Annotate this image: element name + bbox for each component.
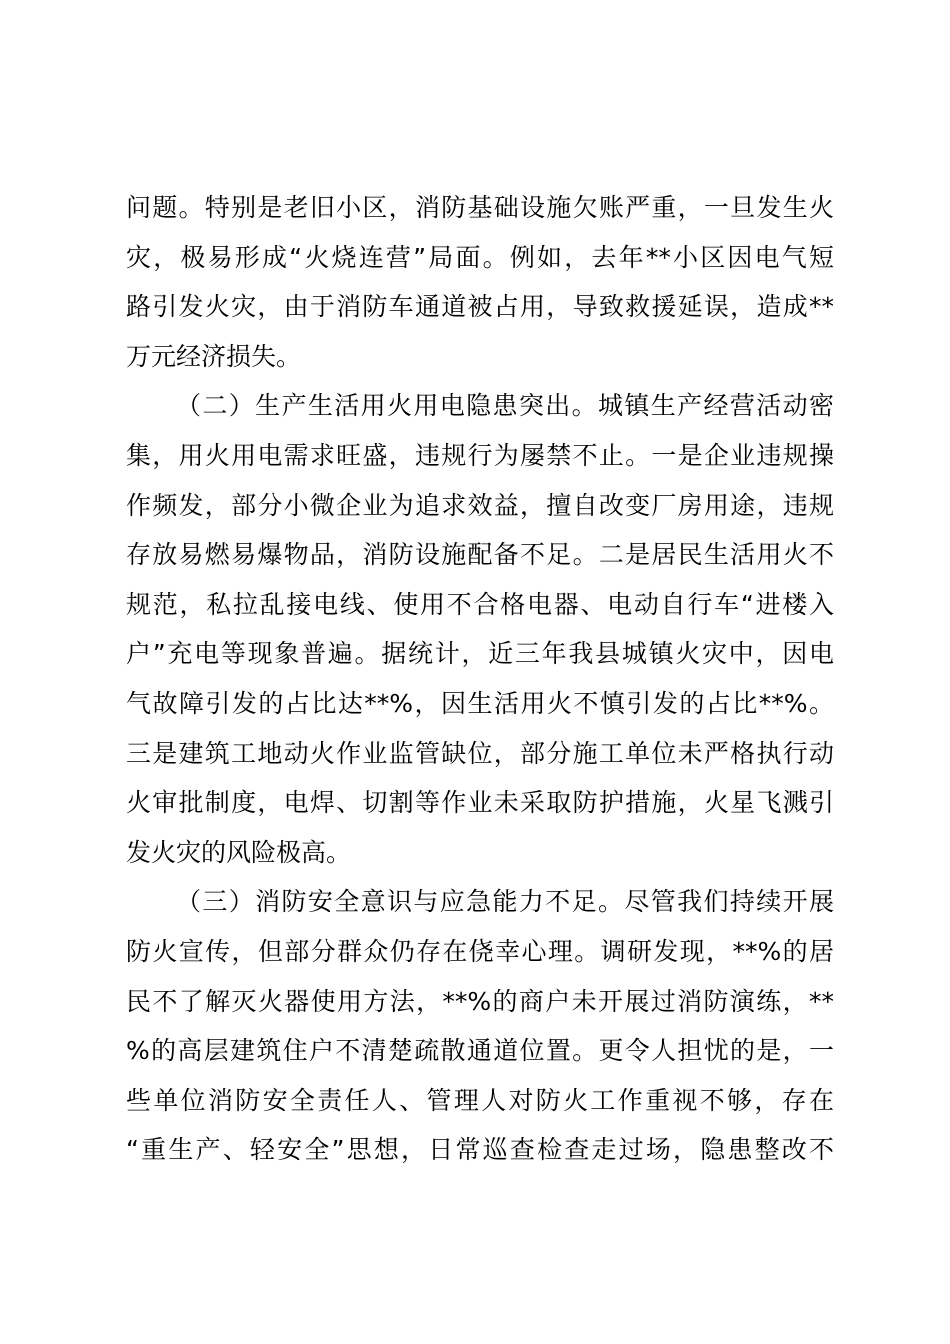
text-line: 灾，极易形成“火烧连营”局面。例如，去年**小区因电气短	[126, 242, 834, 272]
text-line: “重生产、轻安全”思想，日常巡查检查走过场，隐患整改不	[126, 1135, 834, 1165]
text-line: 存放易燃易爆物品，消防设施配备不足。二是居民生活用火不	[126, 540, 834, 570]
text-line: 集，用火用电需求旺盛，违规行为屡禁不止。一是企业违规操	[126, 440, 834, 470]
text-line: 民不了解灭火器使用方法，**%的商户未开展过消防演练，**	[126, 986, 834, 1016]
text-line: 火审批制度，电焊、切割等作业未采取防护措施，火星飞溅引	[126, 788, 834, 818]
text-line: 规范，私拉乱接电线、使用不合格电器、电动自行车“进楼入	[126, 589, 834, 619]
text-line: 发火灾的风险极高。	[126, 837, 352, 867]
text-line: 些单位消防安全责任人、管理人对防火工作重视不够，存在	[126, 1085, 834, 1115]
body-text	[126, 183, 834, 1175]
text-line: 作频发，部分小微企业为追求效益，擅自改变厂房用途，违规	[126, 490, 834, 520]
text-line: 气故障引发的占比达**%，因生活用火不慎引发的占比**%。	[126, 688, 834, 718]
text-line: 防火宣传，但部分群众仍存在侥幸心理。调研发现，**%的居	[126, 936, 834, 966]
text-line: 问题。特别是老旧小区，消防基础设施欠账严重，一旦发生火	[126, 193, 834, 222]
text-line: %的高层建筑住户不清楚疏散通道位置。更令人担忧的是，一	[126, 1036, 834, 1066]
text-line: 路引发火灾，由于消防车通道被占用，导致救援延误，造成**	[126, 292, 834, 322]
text-line: 三是建筑工地动火作业监管缺位，部分施工单位未严格执行动	[126, 738, 834, 768]
section-heading-line: （三）消防安全意识与应急能力不足。尽管我们持续开展	[176, 887, 834, 917]
text-line: 户”充电等现象普遍。据统计，近三年我县城镇火灾中，因电	[126, 639, 834, 669]
section-heading-line: （二）生产生活用火用电隐患突出。城镇生产经营活动密	[176, 391, 834, 421]
text-line: 万元经济损失。	[126, 341, 302, 371]
